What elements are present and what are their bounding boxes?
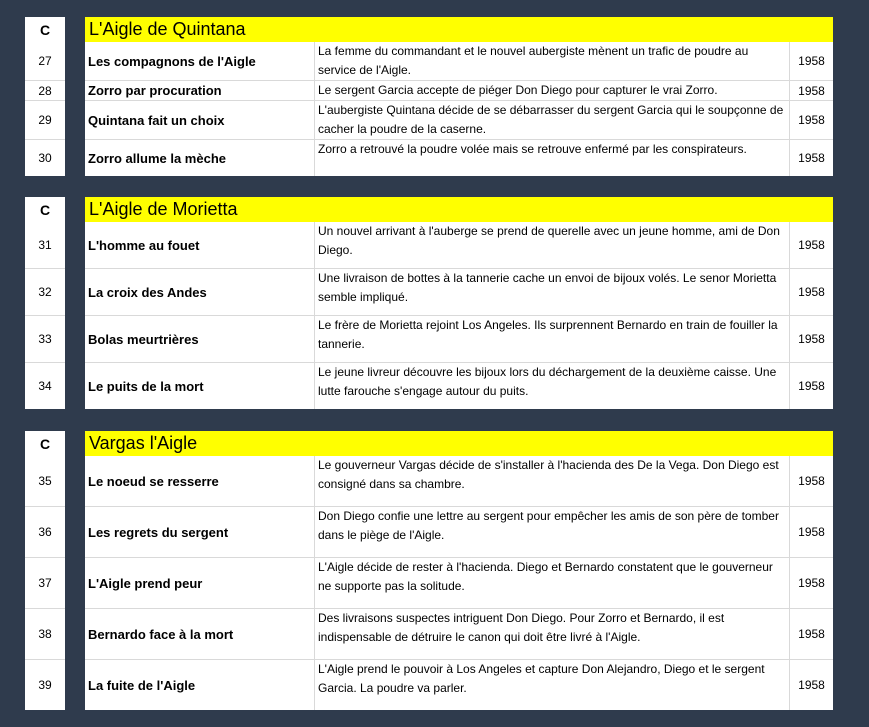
episode-year: 1958 xyxy=(790,659,833,710)
episode-year: 1958 xyxy=(790,315,833,362)
header-column-label: C xyxy=(25,431,65,456)
table-row xyxy=(25,506,833,557)
episode-description: Le jeune livreur découvre les bijoux lors du déchargement de la deuxième caisse. Une lutte farouche s'engage autour du puits. xyxy=(315,362,790,409)
section-vargas xyxy=(25,431,833,710)
episode-number: 37 xyxy=(25,557,65,608)
episode-description: Des livraisons suspectes intriguent Don Diego. Pour Zorro et Bernardo, il est indispensable de détruire le canon qui doit être livré à l'Aigle. xyxy=(315,608,790,659)
episode-title: L'homme au fouet xyxy=(85,222,315,268)
episode-description: Une livraison de bottes à la tannerie cache un envoi de bijoux volés. Le senor Morietta semble impliqué. xyxy=(315,268,790,315)
table-row xyxy=(25,608,833,659)
episodes-table xyxy=(25,197,833,409)
header-column-label: C xyxy=(25,17,65,42)
episode-number: 39 xyxy=(25,659,65,710)
episode-year: 1958 xyxy=(790,139,833,176)
episode-number: 32 xyxy=(25,268,65,315)
episode-number: 36 xyxy=(25,506,65,557)
episode-title: Bolas meurtrières xyxy=(85,315,315,362)
episode-title: Zorro allume la mèche xyxy=(85,139,315,176)
table-row xyxy=(25,100,833,139)
table-row xyxy=(25,139,833,176)
episode-year: 1958 xyxy=(790,362,833,409)
episode-year: 1958 xyxy=(790,100,833,139)
episode-number: 28 xyxy=(25,80,65,100)
episode-description: Le sergent Garcia accepte de piéger Don Diego pour capturer le vrai Zorro. xyxy=(315,80,790,100)
section-header xyxy=(25,431,833,456)
episode-title: Le puits de la mort xyxy=(85,362,315,409)
table-row xyxy=(25,80,833,100)
table-row xyxy=(25,42,833,80)
episode-title: Les regrets du sergent xyxy=(85,506,315,557)
episode-description: Le frère de Morietta rejoint Los Angeles. Ils surprennent Bernardo en train de fouiller la tannerie. xyxy=(315,315,790,362)
header-column-label: C xyxy=(25,197,65,222)
episode-title: Quintana fait un choix xyxy=(85,100,315,139)
episode-year: 1958 xyxy=(790,268,833,315)
episode-year: 1958 xyxy=(790,456,833,506)
episodes-table xyxy=(25,431,833,710)
episode-number: 30 xyxy=(25,139,65,176)
episode-number: 31 xyxy=(25,222,65,268)
section-header xyxy=(25,197,833,222)
episode-description: Le gouverneur Vargas décide de s'installer à l'hacienda des De la Vega. Don Diego est consigné dans sa chambre. xyxy=(315,456,790,506)
episode-title: La fuite de l'Aigle xyxy=(85,659,315,710)
episode-title: Les compagnons de l'Aigle xyxy=(85,42,315,80)
table-row xyxy=(25,659,833,710)
episode-year: 1958 xyxy=(790,80,833,100)
episode-year: 1958 xyxy=(790,506,833,557)
episode-number: 33 xyxy=(25,315,65,362)
episode-title: Le noeud se resserre xyxy=(85,456,315,506)
episode-description: Don Diego confie une lettre au sergent pour empêcher les amis de son père de tomber dans le piège de l'Aigle. xyxy=(315,506,790,557)
episode-year: 1958 xyxy=(790,608,833,659)
table-row xyxy=(25,268,833,315)
table-row xyxy=(25,362,833,409)
episode-number: 35 xyxy=(25,456,65,506)
table-row xyxy=(25,557,833,608)
episode-description: L'Aigle décide de rester à l'hacienda. Diego et Bernardo constatent que le gouverneur ne supporte pas la solitude. xyxy=(315,557,790,608)
episode-title: Zorro par procuration xyxy=(85,80,315,100)
episode-description: L'aubergiste Quintana décide de se débarrasser du sergent Garcia qui le soupçonne de cacher la poudre de la caserne. xyxy=(315,100,790,139)
section-morietta xyxy=(25,197,833,409)
episode-number: 38 xyxy=(25,608,65,659)
episode-description: L'Aigle prend le pouvoir à Los Angeles et capture Don Alejandro, Diego et le sergent Garcia. La poudre va parler. xyxy=(315,659,790,710)
episode-title: Bernardo face à la mort xyxy=(85,608,315,659)
episode-title: L'Aigle prend peur xyxy=(85,557,315,608)
section-header xyxy=(25,17,833,42)
episode-number: 27 xyxy=(25,42,65,80)
episodes-table xyxy=(25,17,833,176)
section-quintana xyxy=(25,17,833,176)
episode-description: La femme du commandant et le nouvel aubergiste mènent un trafic de poudre au service de l'Aigle. xyxy=(315,42,790,80)
section-title: L'Aigle de Quintana xyxy=(85,17,833,42)
episode-description: Un nouvel arrivant à l'auberge se prend de querelle avec un jeune homme, ami de Don Diego. xyxy=(315,222,790,268)
table-row xyxy=(25,222,833,268)
episode-year: 1958 xyxy=(790,222,833,268)
episode-title: La croix des Andes xyxy=(85,268,315,315)
episode-year: 1958 xyxy=(790,42,833,80)
table-row xyxy=(25,456,833,506)
episode-number: 29 xyxy=(25,100,65,139)
section-title: L'Aigle de Morietta xyxy=(85,197,833,222)
episode-number: 34 xyxy=(25,362,65,409)
table-row xyxy=(25,315,833,362)
section-title: Vargas l'Aigle xyxy=(85,431,833,456)
episode-description: Zorro a retrouvé la poudre volée mais se retrouve enfermé par les conspirateurs. xyxy=(315,139,790,176)
episode-year: 1958 xyxy=(790,557,833,608)
